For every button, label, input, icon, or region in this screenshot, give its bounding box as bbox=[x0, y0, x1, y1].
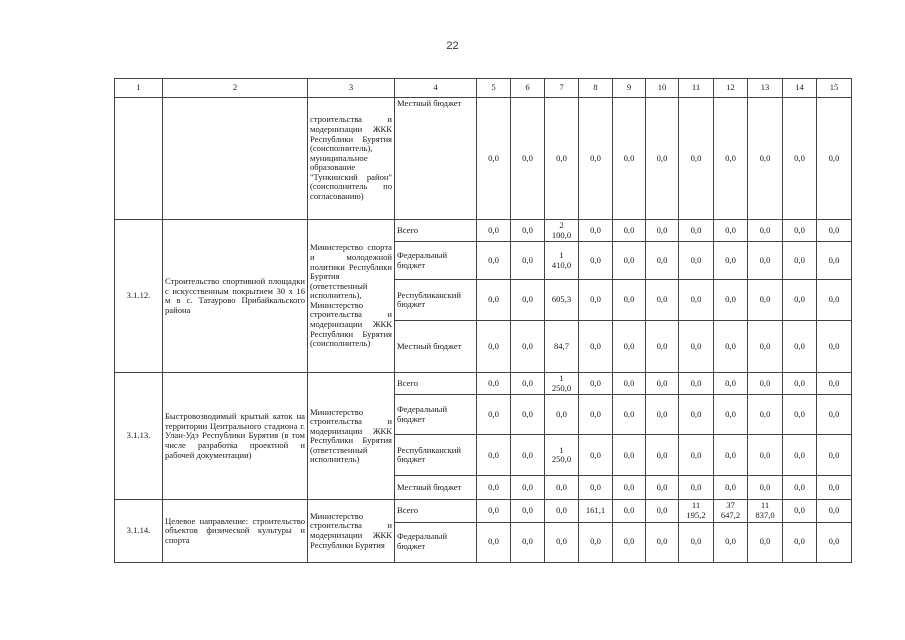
value-cell: 0,0 bbox=[679, 476, 714, 500]
funding-source: Местный бюджет bbox=[395, 476, 477, 500]
table-row bbox=[115, 220, 852, 242]
value-cell: 0,0 bbox=[817, 98, 852, 220]
value-cell: 0,0 bbox=[748, 522, 783, 562]
value-cell: 0,0 bbox=[748, 280, 783, 321]
value-cell: 0,0 bbox=[511, 321, 545, 373]
value-cell: 0,0 bbox=[714, 435, 748, 476]
value-cell: 84,7 bbox=[545, 321, 579, 373]
value-cell: 605,3 bbox=[545, 280, 579, 321]
item-code bbox=[115, 98, 163, 220]
value-cell: 0,0 bbox=[817, 242, 852, 280]
value-cell: 0,0 bbox=[511, 242, 545, 280]
value-cell: 0,0 bbox=[511, 522, 545, 562]
value-cell: 0,0 bbox=[714, 476, 748, 500]
value-cell: 0,0 bbox=[748, 373, 783, 395]
value-cell: 0,0 bbox=[714, 321, 748, 373]
value-cell: 0,0 bbox=[613, 280, 646, 321]
value-cell: 0,0 bbox=[545, 500, 579, 522]
value-cell: 11 195,2 bbox=[679, 500, 714, 522]
value-cell: 0,0 bbox=[613, 373, 646, 395]
value-cell: 0,0 bbox=[477, 500, 511, 522]
header-cell: 10 bbox=[646, 79, 679, 98]
value-cell: 0,0 bbox=[579, 395, 613, 435]
value-cell: 0,0 bbox=[714, 280, 748, 321]
value-cell: 0,0 bbox=[748, 395, 783, 435]
value-cell: 0,0 bbox=[511, 395, 545, 435]
header-row bbox=[115, 79, 852, 98]
value-cell: 0,0 bbox=[679, 522, 714, 562]
funding-source: Всего bbox=[395, 500, 477, 522]
table-row bbox=[115, 373, 852, 395]
funding-source: Федеральный бюджет bbox=[395, 242, 477, 280]
value-cell: 0,0 bbox=[613, 242, 646, 280]
value-cell: 0,0 bbox=[646, 500, 679, 522]
table-row bbox=[115, 98, 852, 220]
header-cell: 13 bbox=[748, 79, 783, 98]
value-cell: 0,0 bbox=[545, 522, 579, 562]
header-cell: 11 bbox=[679, 79, 714, 98]
value-cell: 0,0 bbox=[511, 373, 545, 395]
value-cell: 0,0 bbox=[477, 321, 511, 373]
value-cell: 0,0 bbox=[579, 435, 613, 476]
header-cell: 2 bbox=[163, 79, 308, 98]
value-cell: 0,0 bbox=[613, 395, 646, 435]
value-cell: 0,0 bbox=[511, 435, 545, 476]
value-cell: 0,0 bbox=[579, 98, 613, 220]
item-executor: Министерство строительства и модернизации ЖКК Республики Бурятия bbox=[308, 500, 395, 562]
value-cell: 0,0 bbox=[511, 98, 545, 220]
value-cell: 0,0 bbox=[511, 220, 545, 242]
value-cell: 0,0 bbox=[477, 522, 511, 562]
value-cell: 0,0 bbox=[579, 373, 613, 395]
header-cell: 12 bbox=[714, 79, 748, 98]
table-row bbox=[115, 500, 852, 522]
header-cell: 9 bbox=[613, 79, 646, 98]
funding-source: Местный бюджет bbox=[395, 321, 477, 373]
value-cell: 0,0 bbox=[646, 220, 679, 242]
value-cell: 0,0 bbox=[748, 242, 783, 280]
value-cell: 0,0 bbox=[613, 220, 646, 242]
value-cell: 0,0 bbox=[714, 522, 748, 562]
value-cell: 0,0 bbox=[783, 220, 817, 242]
value-cell: 0,0 bbox=[579, 220, 613, 242]
value-cell: 0,0 bbox=[646, 321, 679, 373]
value-cell: 0,0 bbox=[783, 476, 817, 500]
value-cell: 0,0 bbox=[579, 476, 613, 500]
value-cell: 0,0 bbox=[477, 435, 511, 476]
value-cell: 11 837,0 bbox=[748, 500, 783, 522]
value-cell: 0,0 bbox=[579, 280, 613, 321]
value-cell: 0,0 bbox=[748, 321, 783, 373]
value-cell: 37 647,2 bbox=[714, 500, 748, 522]
funding-source: Федеральный бюджет bbox=[395, 522, 477, 562]
value-cell: 0,0 bbox=[748, 476, 783, 500]
value-cell: 0,0 bbox=[714, 395, 748, 435]
funding-source: Всего bbox=[395, 373, 477, 395]
value-cell: 0,0 bbox=[783, 280, 817, 321]
funding-source: Республиканский бюджет bbox=[395, 280, 477, 321]
value-cell: 0,0 bbox=[817, 395, 852, 435]
item-executor: строительства и модернизации ЖКК Республики Бурятия (соисполнитель), муниципальное образование "Тункинский район" (соисполнитель по согласованию) bbox=[308, 98, 395, 220]
value-cell: 0,0 bbox=[714, 220, 748, 242]
item-executor: Министерство строительства и модернизации ЖКК Республики Бурятия (ответственный исполнитель) bbox=[308, 373, 395, 500]
item-name bbox=[163, 98, 308, 220]
value-cell: 0,0 bbox=[679, 321, 714, 373]
value-cell: 0,0 bbox=[783, 373, 817, 395]
value-cell: 0,0 bbox=[679, 242, 714, 280]
value-cell: 1 410,0 bbox=[545, 242, 579, 280]
header-cell: 5 bbox=[477, 79, 511, 98]
value-cell: 0,0 bbox=[817, 321, 852, 373]
value-cell: 0,0 bbox=[817, 522, 852, 562]
value-cell: 0,0 bbox=[511, 280, 545, 321]
item-code: 3.1.14. bbox=[115, 500, 163, 562]
value-cell: 0,0 bbox=[579, 321, 613, 373]
value-cell: 0,0 bbox=[646, 435, 679, 476]
value-cell: 0,0 bbox=[748, 220, 783, 242]
value-cell: 0,0 bbox=[748, 98, 783, 220]
value-cell: 0,0 bbox=[545, 476, 579, 500]
funding-source: Местный бюджет bbox=[395, 98, 477, 220]
value-cell: 0,0 bbox=[477, 476, 511, 500]
value-cell: 0,0 bbox=[545, 395, 579, 435]
value-cell: 0,0 bbox=[817, 220, 852, 242]
value-cell: 0,0 bbox=[679, 98, 714, 220]
value-cell: 1 250,0 bbox=[545, 435, 579, 476]
value-cell: 0,0 bbox=[748, 435, 783, 476]
value-cell: 0,0 bbox=[477, 373, 511, 395]
value-cell: 0,0 bbox=[613, 500, 646, 522]
item-name: Строительство спортивной площадки с искусственным покрытием 30 х 16 м в с. Татаурово Прибайкальского района bbox=[163, 220, 308, 373]
header-cell: 1 bbox=[115, 79, 163, 98]
value-cell: 0,0 bbox=[679, 435, 714, 476]
value-cell: 0,0 bbox=[679, 280, 714, 321]
value-cell: 0,0 bbox=[613, 98, 646, 220]
value-cell: 0,0 bbox=[817, 280, 852, 321]
value-cell: 161,1 bbox=[579, 500, 613, 522]
value-cell: 0,0 bbox=[714, 98, 748, 220]
value-cell: 0,0 bbox=[613, 435, 646, 476]
funding-source: Всего bbox=[395, 220, 477, 242]
value-cell: 0,0 bbox=[477, 220, 511, 242]
value-cell: 0,0 bbox=[646, 522, 679, 562]
value-cell: 0,0 bbox=[613, 522, 646, 562]
value-cell: 0,0 bbox=[783, 500, 817, 522]
header-cell: 4 bbox=[395, 79, 477, 98]
funding-source: Республиканский бюджет bbox=[395, 435, 477, 476]
header-cell: 7 bbox=[545, 79, 579, 98]
page-number: 22 bbox=[446, 40, 459, 52]
value-cell: 0,0 bbox=[714, 373, 748, 395]
value-cell: 0,0 bbox=[613, 476, 646, 500]
value-cell: 0,0 bbox=[477, 280, 511, 321]
item-code: 3.1.13. bbox=[115, 373, 163, 500]
value-cell: 0,0 bbox=[783, 242, 817, 280]
value-cell: 0,0 bbox=[679, 373, 714, 395]
item-code: 3.1.12. bbox=[115, 220, 163, 373]
value-cell: 0,0 bbox=[783, 321, 817, 373]
value-cell: 0,0 bbox=[579, 242, 613, 280]
value-cell: 0,0 bbox=[511, 476, 545, 500]
item-name: Быстровозводимый крытый каток на территории Центрального стадиона г. Улан-Удэ Республики Бурятия (в том числе разработка проектной и рабочей документации) bbox=[163, 373, 308, 500]
value-cell: 0,0 bbox=[646, 242, 679, 280]
header-cell: 15 bbox=[817, 79, 852, 98]
value-cell: 0,0 bbox=[579, 522, 613, 562]
value-cell: 0,0 bbox=[679, 395, 714, 435]
value-cell: 0,0 bbox=[783, 395, 817, 435]
value-cell: 0,0 bbox=[646, 395, 679, 435]
value-cell: 0,0 bbox=[783, 435, 817, 476]
value-cell: 0,0 bbox=[511, 500, 545, 522]
value-cell: 0,0 bbox=[646, 98, 679, 220]
value-cell: 0,0 bbox=[477, 98, 511, 220]
value-cell: 0,0 bbox=[783, 98, 817, 220]
value-cell: 0,0 bbox=[783, 522, 817, 562]
value-cell: 0,0 bbox=[714, 242, 748, 280]
value-cell: 0,0 bbox=[646, 373, 679, 395]
value-cell: 0,0 bbox=[545, 98, 579, 220]
value-cell: 0,0 bbox=[477, 395, 511, 435]
value-cell: 1 250,0 bbox=[545, 373, 579, 395]
item-executor: Министерство спорта и молодежной политики Республики Бурятия (ответственный исполнитель), Министерство строительства и модернизации ЖКК Республики Бурятия (соисполнитель) bbox=[308, 220, 395, 373]
value-cell: 0,0 bbox=[646, 280, 679, 321]
value-cell: 0,0 bbox=[817, 500, 852, 522]
header-cell: 3 bbox=[308, 79, 395, 98]
value-cell: 0,0 bbox=[817, 435, 852, 476]
value-cell: 0,0 bbox=[477, 242, 511, 280]
budget-table bbox=[114, 78, 852, 563]
funding-source: Федеральный бюджет bbox=[395, 395, 477, 435]
value-cell: 0,0 bbox=[613, 321, 646, 373]
header-cell: 8 bbox=[579, 79, 613, 98]
header-cell: 14 bbox=[783, 79, 817, 98]
item-name: Целевое направление: строительство объектов физической культуры и спорта bbox=[163, 500, 308, 562]
value-cell: 0,0 bbox=[817, 476, 852, 500]
value-cell: 2 100,0 bbox=[545, 220, 579, 242]
value-cell: 0,0 bbox=[679, 220, 714, 242]
header-cell: 6 bbox=[511, 79, 545, 98]
value-cell: 0,0 bbox=[817, 373, 852, 395]
value-cell: 0,0 bbox=[646, 476, 679, 500]
